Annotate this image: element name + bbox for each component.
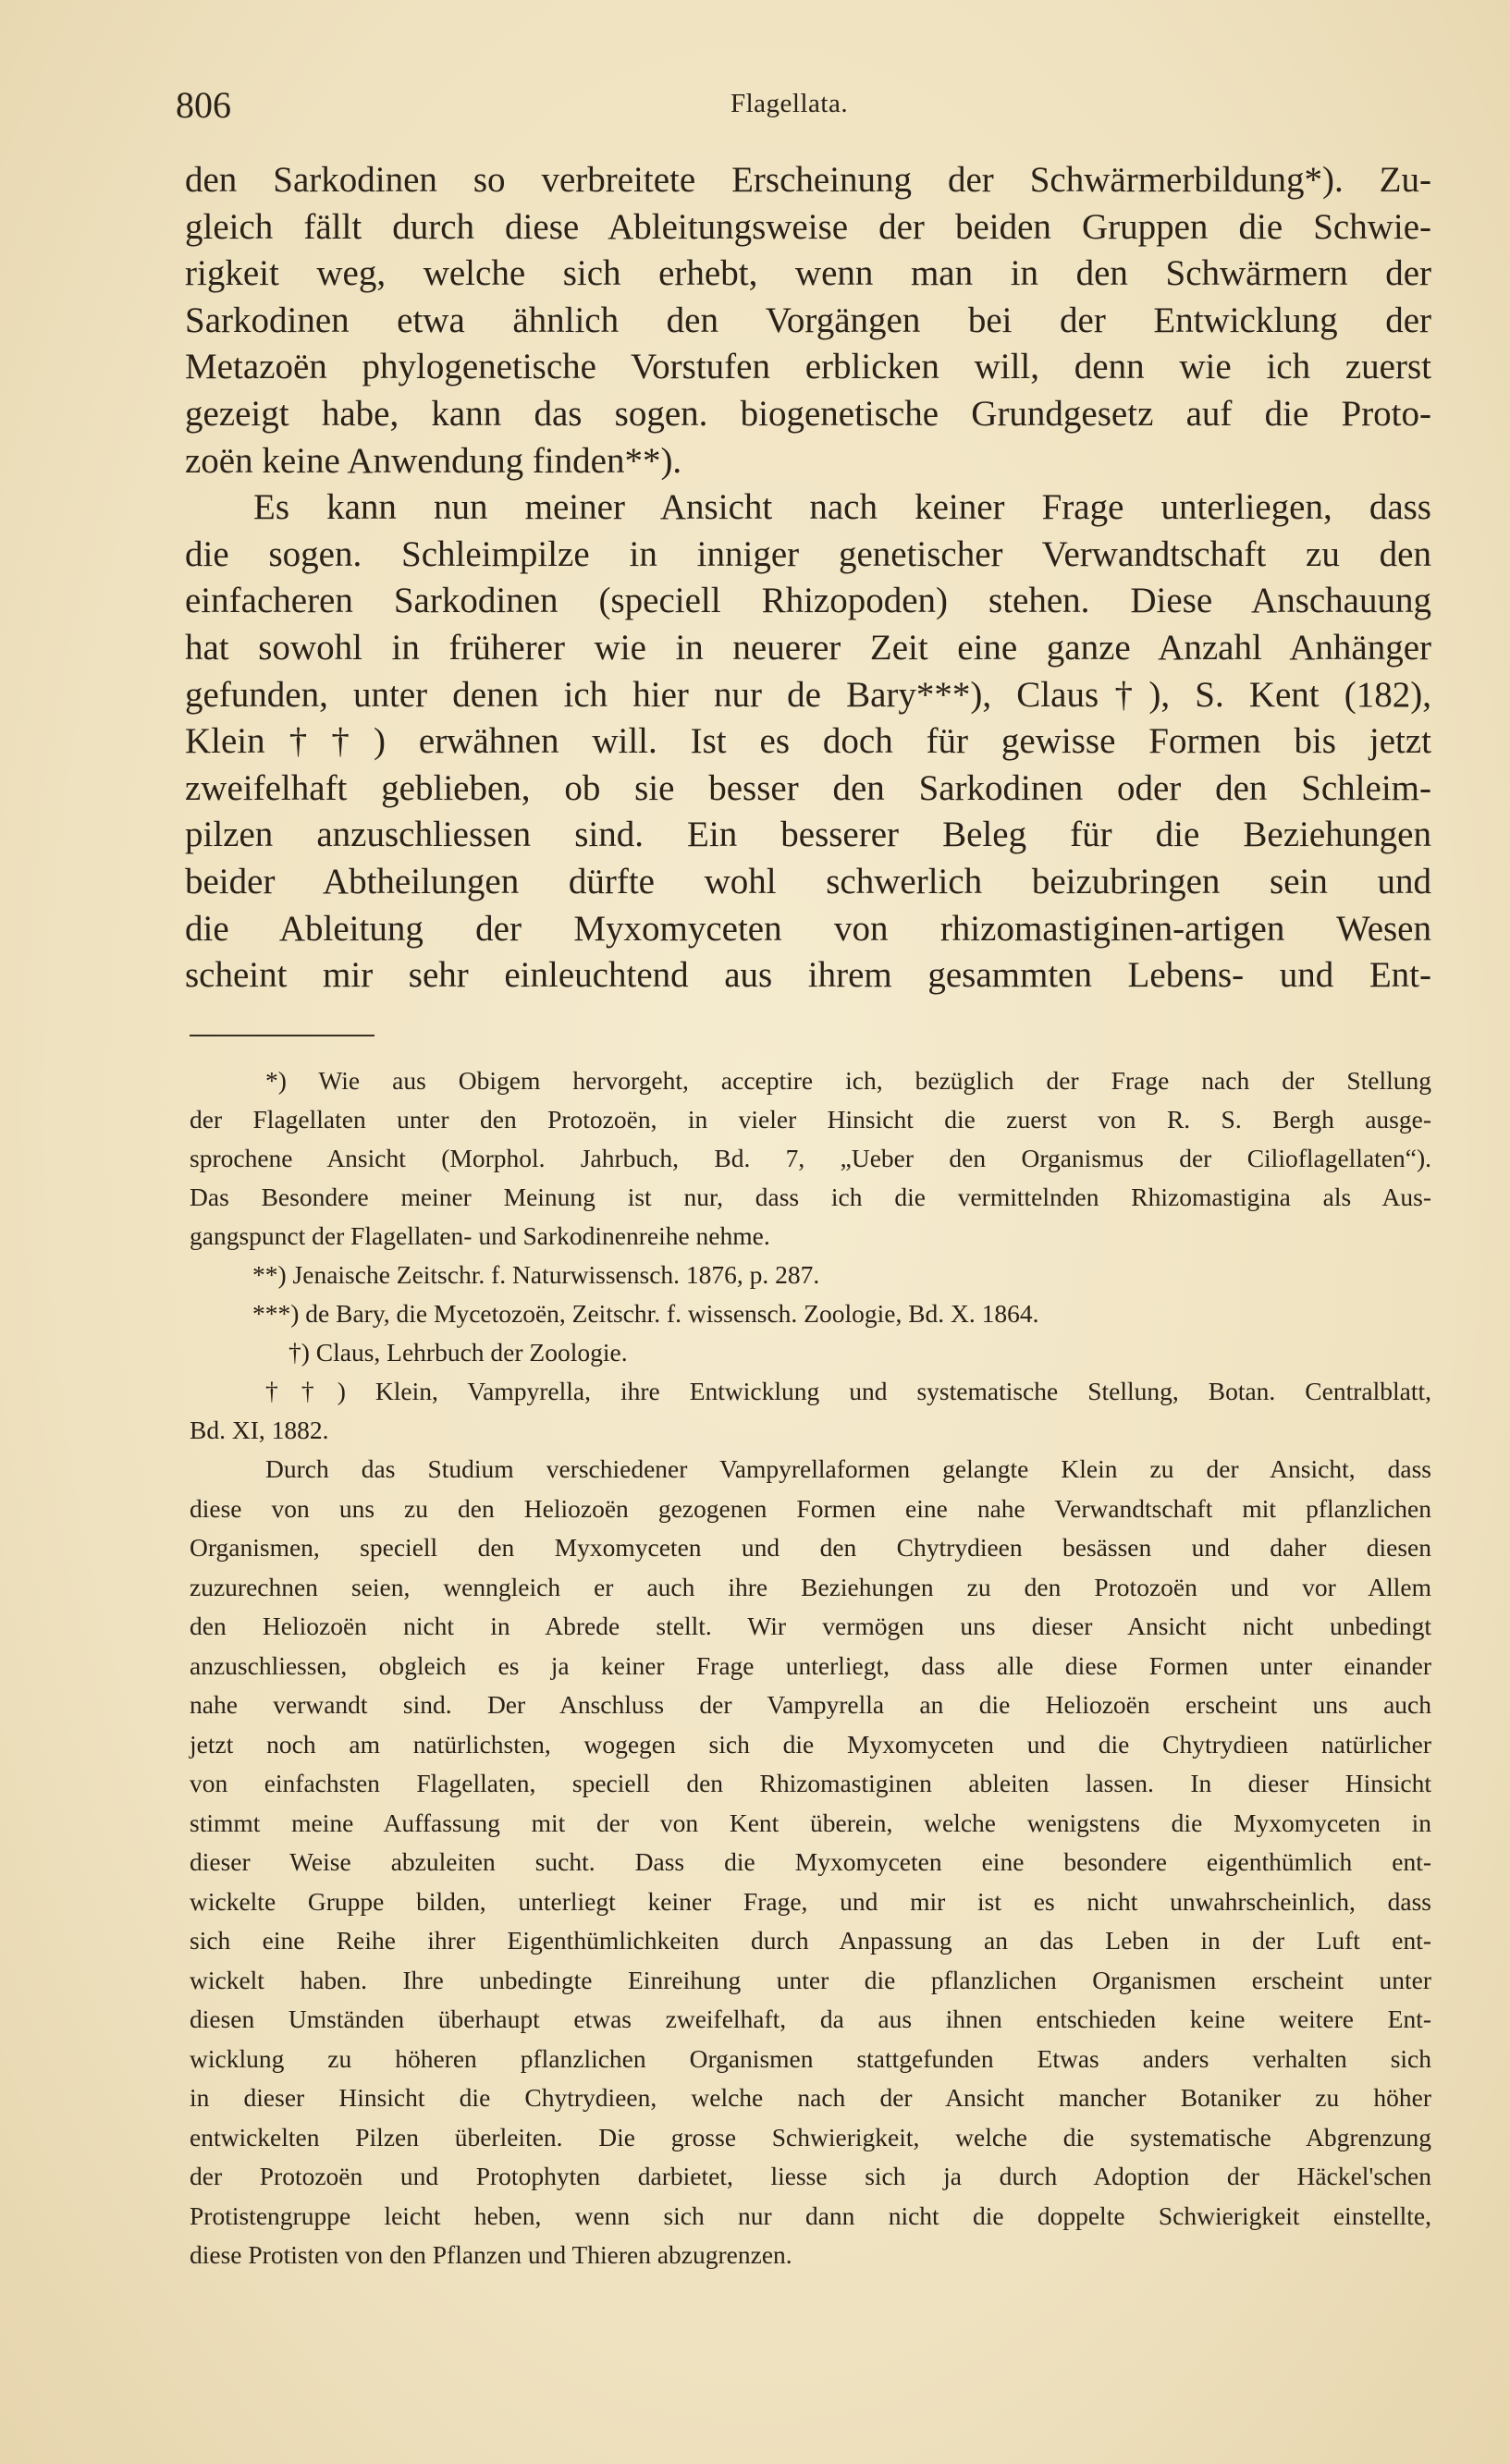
text-line: Es kann nun meiner Ansicht nach keiner Frage unterliegen, dass xyxy=(253,487,1431,528)
footnote-line: **) Jenaische Zeitschr. f. Naturwissensch. 1876, p. 287. xyxy=(252,1260,820,1289)
note-paragraph-line: wickelt haben. Ihre unbedingte Einreihung unter die pflanzlichen Organismen erscheint unter xyxy=(190,1965,1431,1994)
note-paragraph-line: nahe verwandt sind. Der Anschluss der Vampyrella an die Heliozoën erscheint uns auch xyxy=(190,1690,1431,1719)
running-title: Flagellata. xyxy=(730,89,849,118)
note-paragraph-line: in dieser Hinsicht die Chytrydieen, welche nach der Ansicht mancher Botaniker zu höher xyxy=(190,2083,1431,2112)
footnote-line: ***) de Bary, die Mycetozoën, Zeitschr. f. wissensch. Zoologie, Bd. X. 1864. xyxy=(252,1299,1039,1328)
text-line: die Ableitung der Myxomyceten von rhizomastiginen-artigen Wesen xyxy=(185,908,1431,949)
note-paragraph-line: jetzt noch am natürlichsten, wogegen sich die Myxomyceten und die Chytrydieen natürlicher xyxy=(190,1729,1431,1759)
text-line: Metazoën phylogenetische Vorstufen erblicken will, denn wie ich zuerst xyxy=(185,347,1431,387)
note-paragraph-line: wickelte Gruppe bilden, unterliegt keiner Frage, und mir ist es nicht unwahrscheinlich, dass xyxy=(190,1886,1431,1916)
note-paragraph-line: diesen Umständen überhaupt etwas zweifelhaft, da aus ihnen entschieden keine weitere Ent- xyxy=(190,2004,1431,2033)
footnote-line: Bd. XI, 1882. xyxy=(190,1416,329,1444)
footnote-line: *) Wie aus Obigem hervorgeht, acceptire ich, bezüglich der Frage nach der Stellung xyxy=(265,1066,1431,1095)
note-paragraph-line: Durch das Studium verschiedener Vampyrellaformen gelangte Klein zu der Ansicht, dass xyxy=(265,1454,1431,1483)
footnote-line: Das Besondere meiner Meinung ist nur, dass ich die vermittelnden Rhizomastigina als Aus- xyxy=(190,1183,1431,1211)
note-paragraph-line: anzuschliessen, obgleich es ja keiner Frage unterliegt, dass alle diese Formen unter einander xyxy=(190,1650,1431,1680)
text-line: scheint mir sehr einleuchtend aus ihrem gesammten Lebens- und Ent- xyxy=(185,955,1431,996)
note-paragraph-line: dieser Weise abzuleiten sucht. Dass die Myxomyceten eine besondere eigenthümlich ent- xyxy=(190,1847,1431,1876)
page-number: 806 xyxy=(176,84,231,126)
footnote-line: der Flagellaten unter den Protozoën, in vieler Hinsicht die zuerst von R. S. Bergh ausge- xyxy=(190,1105,1431,1134)
text-line: Sarkodinen etwa ähnlich den Vorgängen bei der Entwicklung der xyxy=(185,300,1431,340)
note-paragraph-line: Organismen, speciell den Myxomyceten und den Chytrydieen besässen und daher diesen xyxy=(190,1533,1431,1562)
footnote-line: gangspunct der Flagellaten- und Sarkodinenreihe nehme. xyxy=(190,1221,770,1250)
text-line: einfacheren Sarkodinen (speciell Rhizopoden) stehen. Diese Anschauung xyxy=(185,581,1431,621)
note-paragraph-line: diese Protisten von den Pflanzen und Thieren abzugrenzen. xyxy=(190,2240,792,2269)
text-line: gefunden, unter denen ich hier nur de Bary***), Claus†), S. Kent (182), xyxy=(185,674,1431,715)
text-line: den Sarkodinen so verbreitete Erscheinung der Schwärmerbildung*). Zu- xyxy=(185,160,1431,200)
note-paragraph-line: der Protozoën und Protophyten darbietet, liesse sich ja durch Adoption der Häckel'schen xyxy=(190,2162,1431,2190)
text-line: gleich fällt durch diese Ableitungsweise der beiden Gruppen die Schwie- xyxy=(185,206,1431,247)
note-paragraph-line: wicklung zu höheren pflanzlichen Organismen stattgefunden Etwas anders verhalten sich xyxy=(190,2043,1431,2073)
note-paragraph-line: Protistengruppe leicht heben, wenn sich nur dann nicht die doppelte Schwierigkeit einstellte, xyxy=(190,2200,1431,2230)
page-header xyxy=(176,83,1461,139)
footnote-divider xyxy=(190,1035,374,1036)
footnotes xyxy=(190,1061,1431,2275)
note-paragraph-line: von einfachsten Flagellaten, speciell den Rhizomastiginen ableiten lassen. In dieser Hinsicht xyxy=(190,1769,1431,1797)
note-paragraph-line: diese von uns zu den Heliozoën gezogenen Formen eine nahe Verwandtschaft mit pflanzlichen xyxy=(190,1493,1431,1523)
text-line: zoën keine Anwendung finden**). xyxy=(185,440,682,481)
text-line: zweifelhaft geblieben, ob sie besser den Sarkodinen oder den Schleim- xyxy=(185,767,1431,808)
note-paragraph-line: stimmt meine Auffassung mit der von Kent überein, welche wenigstens die Myxomyceten in xyxy=(190,1808,1431,1837)
text-line: hat sowohl in früherer wie in neuerer Zeit eine ganze Anzahl Anhänger xyxy=(185,627,1431,668)
text-line: Klein††) erwähnen will. Ist es doch für gewisse Formen bis jetzt xyxy=(185,721,1431,762)
main-text xyxy=(185,157,1431,999)
text-line: die sogen. Schleimpilze in inniger genetischer Verwandtschaft zu den xyxy=(185,533,1431,574)
note-paragraph-line: sich eine Reihe ihrer Eigenthümlichkeiten durch Anpassung an das Leben in der Luft ent- xyxy=(190,1926,1431,1955)
note-paragraph-line: den Heliozoën nicht in Abrede stellt. Wir vermögen uns dieser Ansicht nicht unbedingt xyxy=(190,1612,1431,1640)
footnote-line: †) Claus, Lehrbuch der Zoologie. xyxy=(288,1338,628,1367)
footnote-line: sprochene Ansicht (Morphol. Jahrbuch, Bd. 7, „Ueber den Organismus der Cilioflagellaten“). xyxy=(190,1144,1431,1172)
footnote-line: ††) Klein, Vampyrella, ihre Entwicklung und systematische Stellung, Botan. Centralblatt, xyxy=(265,1377,1431,1405)
text-line: gezeigt habe, kann das sogen. biogenetische Grundgesetz auf die Proto- xyxy=(185,393,1431,434)
text-line: beider Abtheilungen dürfte wohl schwerlich beizubringen sein und xyxy=(185,861,1431,901)
note-paragraph-line: zuzurechnen seien, wenngleich er auch ihre Beziehungen zu den Protozoën und vor Allem xyxy=(190,1572,1431,1601)
text-line: pilzen anzuschliessen sind. Ein besserer Beleg für die Beziehungen xyxy=(185,815,1431,855)
note-paragraph-line: entwickelten Pilzen überleiten. Die grosse Schwierigkeit, welche die systematische Abgrenzung xyxy=(190,2122,1431,2151)
text-line: rigkeit weg, welche sich erhebt, wenn man in den Schwärmern der xyxy=(185,253,1431,294)
